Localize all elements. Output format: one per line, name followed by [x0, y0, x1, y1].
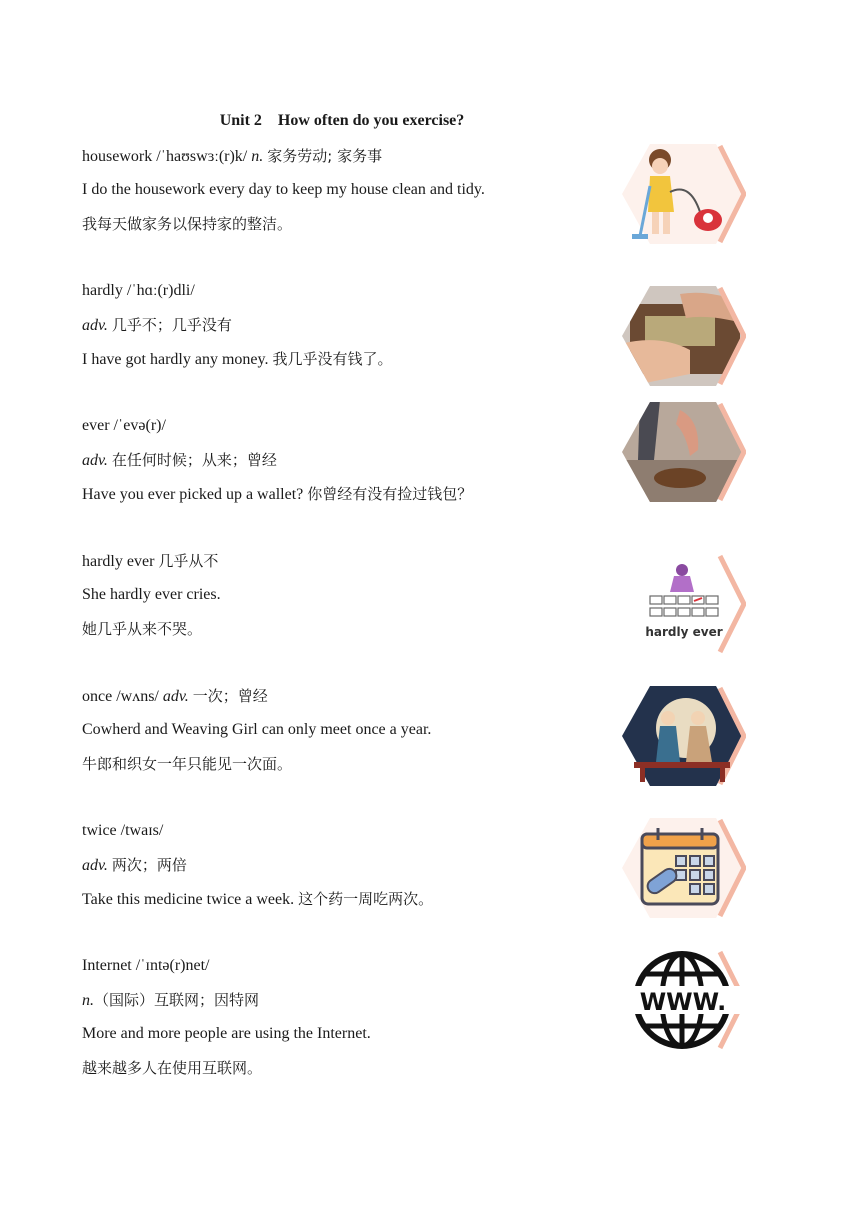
entry-ever-example: [82, 484, 472, 505]
meaning: （国际）互联网；因特网: [94, 991, 260, 1009]
entry-hardly-ever-headword: [82, 551, 218, 572]
entry-once-headword: [82, 686, 268, 707]
picking-wallet-icon: [620, 400, 746, 504]
example-sentence: Cowherd and Weaving Girl can only meet once a year.: [82, 721, 432, 738]
entry-internet-headword: Internet /ˈɪntə(r)net/: [82, 957, 210, 974]
entry-hardly-example: [82, 349, 392, 370]
page-title: Unit 2 How often do you exercise?: [219, 112, 465, 129]
meaning: 一次；曾经: [192, 687, 268, 705]
medicine-calendar-icon: [620, 816, 746, 920]
entry-twice-definition: [82, 855, 187, 876]
entry-hardly-headword: hardly /ˈhɑː(r)dli/: [82, 282, 195, 299]
icon-caption: WWW.: [639, 988, 727, 1016]
example-translation: 牛郎和织女一年只能见一次面。: [82, 755, 293, 773]
icon-caption: hardly ever: [645, 625, 723, 639]
entry-hardly-definition: [82, 315, 232, 336]
entry-twice-example: [82, 889, 433, 910]
part-of-speech: adv.: [82, 317, 108, 334]
example-translation: 你曾经有没有捡过钱包？: [307, 485, 473, 503]
cowherd-weaving-girl-icon: [620, 684, 746, 788]
example-sentence: More and more people are using the Internet.: [82, 1025, 371, 1042]
wallet-money-icon: [620, 284, 746, 388]
entry-ever-headword: ever /ˈevə(r)/: [82, 417, 166, 434]
part-of-speech: adv.: [82, 452, 108, 469]
example-translation: 我每天做家务以保持家的整洁。: [82, 215, 293, 233]
word: once /wʌns/: [82, 688, 159, 705]
example-translation: 我几乎没有钱了。: [272, 350, 393, 368]
meaning: 两次；两倍: [111, 856, 187, 874]
word: hardly ever: [82, 553, 155, 570]
housework-vacuum-icon: [620, 142, 746, 246]
entry-housework-headword: [82, 146, 382, 167]
meaning: 家务劳动; 家务事: [267, 147, 383, 165]
meaning: 几乎不；几乎没有: [111, 316, 232, 334]
part-of-speech: n.: [82, 992, 94, 1009]
example-sentence: I have got hardly any money.: [82, 351, 269, 368]
example-translation: 越来越多人在使用互联网。: [82, 1059, 263, 1077]
example-sentence: Take this medicine twice a week.: [82, 891, 295, 908]
part-of-speech: n.: [251, 148, 264, 165]
entry-ever-definition: [82, 450, 277, 471]
example-sentence: Have you ever picked up a wallet?: [82, 486, 304, 503]
part-of-speech: adv.: [162, 688, 189, 705]
meaning: 在任何时候；从来；曾经: [111, 451, 277, 469]
example-translation: 这个药一周吃两次。: [298, 890, 434, 908]
example-sentence: I do the housework every day to keep my house clean and tidy.: [82, 181, 485, 198]
part-of-speech: adv.: [82, 857, 108, 874]
example-sentence: She hardly ever cries.: [82, 586, 221, 603]
entry-twice-headword: twice /twaɪs/: [82, 822, 164, 839]
meaning: 几乎从不: [158, 552, 219, 570]
example-translation: 她几乎从来不哭。: [82, 620, 203, 638]
www-globe-icon: [620, 948, 746, 1052]
entry-internet-definition: [82, 990, 259, 1011]
word: housework /ˈhaʊswɜː(r)k/: [82, 148, 248, 165]
hardly-ever-calendar-icon: [620, 552, 746, 656]
